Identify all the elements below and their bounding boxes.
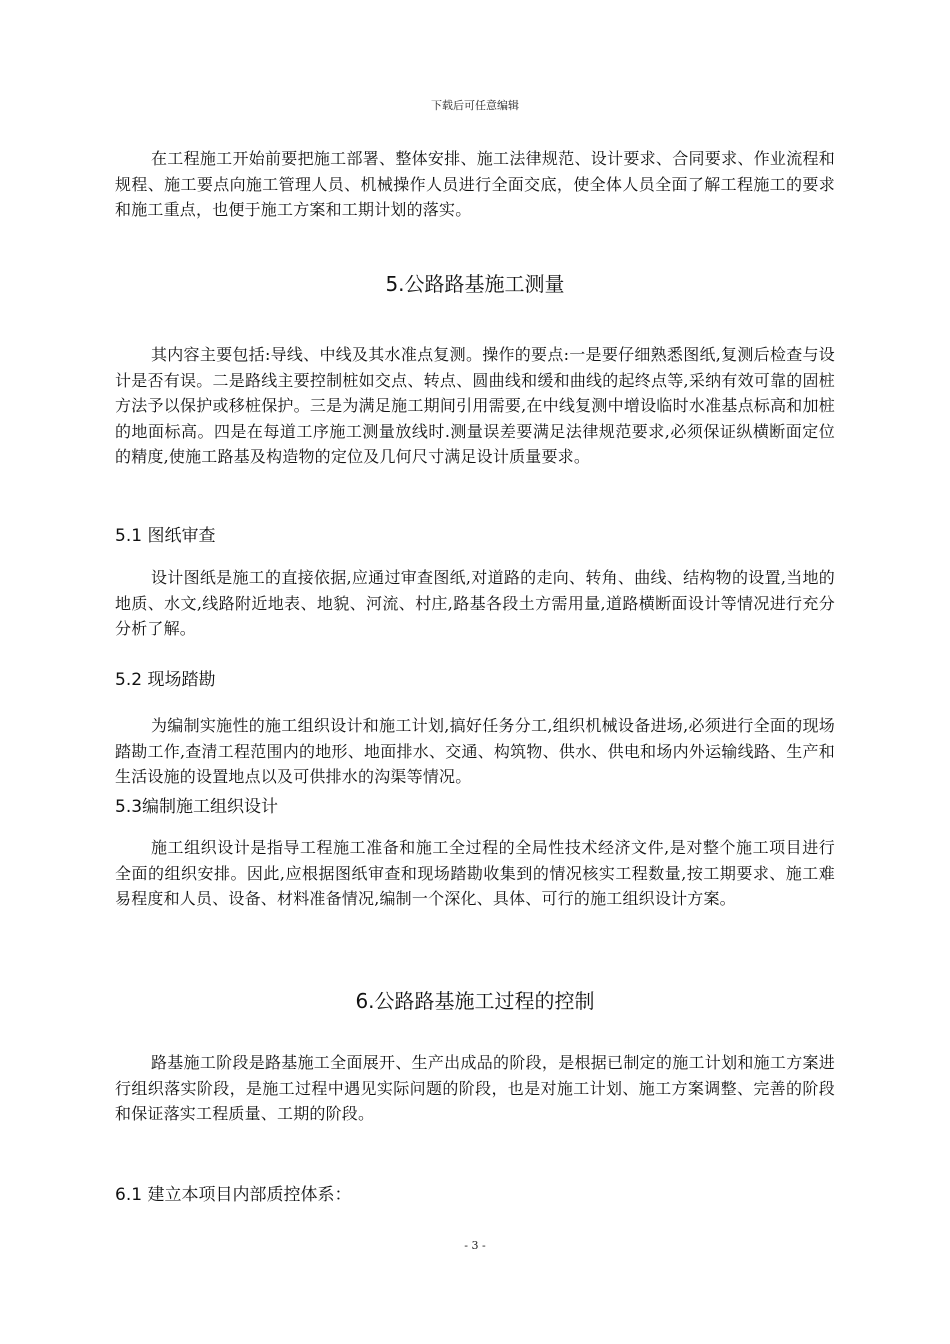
section-6-title: 6.公路路基施工过程的控制 [355,989,595,1013]
section-5-2-paragraph: 为编制实施性的施工组织设计和施工计划,搞好任务分工,组织机械设备进场,必须进行全面的现场踏勘工作,查清工程范围内的地形、地面排水、交通、构筑物、供水、供电和场内外运输线路、生产和生活设施的设置地点以及可供排水的沟渠等情况。 [115,716,835,786]
intro-paragraph: 在工程施工开始前要把施工部署、整体安排、施工法律规范、设计要求、合同要求、作业流程和规程、施工要点向施工管理人员、机械操作人员进行全面交底，使全体人员全面了解工程施工的要求和施工重点，也便于施工方案和工期计划的落实。 [115,149,835,219]
section-5-3-title: 5.3编制施工组织设计 [115,797,279,817]
section-5-title: 5.公路路基施工测量 [385,272,565,296]
section-6-paragraph: 路基施工阶段是路基施工全面展开、生产出成品的阶段，是根据已制定的施工计划和施工方案进行组织落实阶段，是施工过程中遇见实际问题的阶段，也是对施工计划、施工方案调整、完善的阶段和保证落实工程质量、工期的阶段。 [115,1053,835,1123]
section-5-paragraph: 其内容主要包括:导线、中线及其水准点复测。操作的要点:一是要仔细熟悉图纸,复测后检查与设计是否有误。二是路线主要控制桩如交点、转点、圆曲线和缓和曲线的起终点等,采纳有效可靠的固桩方法予以保护或移桩保护。三是为满足施工期间引用需要,在中线复测中增设临时水准基点标高和加桩的地面标高。四是在每道工序施工测量放线时.测量误差要满足法律规范要求,必须保证纵横断面定位的精度,使施工路基及构造物的定位及几何尺寸满足设计质量要求。 [115,345,835,466]
section-5-1-title: 5.1 图纸审查 [115,526,216,546]
page-number: - 3 - [464,1239,486,1252]
section-5-3-paragraph: 施工组织设计是指导工程施工准备和施工全过程的全局性技术经济文件,是对整个施工项目进行全面的组织安排。因此,应根据图纸审查和现场踏勘收集到的情况核实工程数量,按工期要求、施工难易程度和人员、设备、材料准备情况,编制一个深化、具体、可行的施工组织设计方案。 [115,838,835,908]
section-6-1-title: 6.1 建立本项目内部质控体系： [115,1185,352,1205]
section-5-2-title: 5.2 现场踏勘 [115,670,216,690]
page-header: 下载后可任意编辑 [431,99,519,112]
section-5-1-paragraph: 设计图纸是施工的直接依据,应通过审查图纸,对道路的走向、转角、曲线、结构物的设置,当地的地质、水文,线路附近地表、地貌、河流、村庄,路基各段土方需用量,道路横断面设计等情况进行充分分析了解。 [115,568,835,638]
